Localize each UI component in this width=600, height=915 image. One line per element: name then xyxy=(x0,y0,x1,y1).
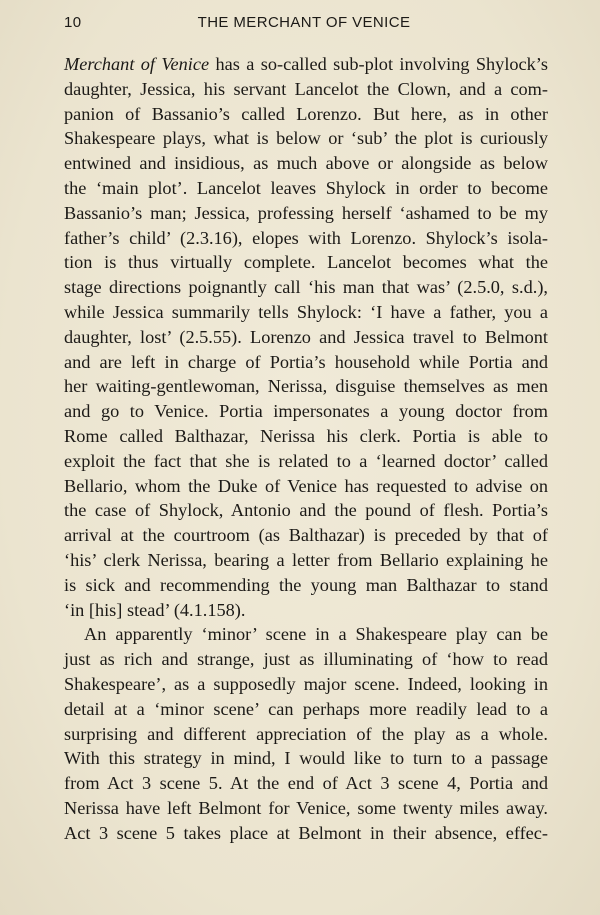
running-title: THE MERCHANT OF VENICE xyxy=(197,14,411,31)
running-head xyxy=(64,14,544,38)
text-line: Nerissa have left Belmont for Venice, some twenty miles away. xyxy=(64,797,548,818)
text-line: Bassanio’s man; Jessica, professing herself ‘ashamed to be my xyxy=(64,202,548,223)
text-line: the case of Shylock, Antonio and the pound of flesh. Portia’s xyxy=(64,500,548,521)
text-line: detail at a ‘minor scene’ can perhaps more readily lead to a xyxy=(64,698,548,719)
text-line: entwined and insidious, as much above or alongside as below xyxy=(64,153,548,174)
text-line: Bellario, whom the Duke of Venice has requested to advise on xyxy=(64,475,548,496)
text-line: Act 3 scene 5 takes place at Belmont in their absence, effec- xyxy=(64,822,548,843)
text-line: ‘his’ clerk Nerissa, bearing a letter from Bellario explaining he xyxy=(64,549,548,570)
text-line: Shakespeare plays, what is below or ‘sub’ the plot is curiously xyxy=(64,128,548,149)
text-line: and are left in charge of Portia’s household while Portia and xyxy=(64,351,548,372)
text-line: is sick and recommending the young man Balthazar to stand xyxy=(64,574,548,595)
book-title-italic: Merchant of Venice xyxy=(64,54,210,74)
text-line: father’s child’ (2.3.16), elopes with Lorenzo. Shylock’s isola- xyxy=(64,227,548,248)
text-line: With this strategy in mind, I would like to turn to a passage xyxy=(64,748,548,769)
text-line: Merchant of Venice has a so-called sub-plot involving Shylock’s xyxy=(64,54,548,74)
text-line: stage directions poignantly call ‘his man that was’ (2.5.0, s.d.), xyxy=(64,277,548,298)
text-line: just as rich and strange, just as illuminating of ‘how to read xyxy=(64,649,548,670)
text-line: Rome called Balthazar, Nerissa his clerk. Portia is able to xyxy=(64,425,548,446)
text-line: the ‘main plot’. Lancelot leaves Shylock in order to become xyxy=(64,177,548,198)
text-line: ‘in [his] stead’ (4.1.158). xyxy=(64,599,246,620)
text-line: and go to Venice. Portia impersonates a young doctor from xyxy=(64,401,548,422)
text-line: from Act 3 scene 5. At the end of Act 3 scene 4, Portia and xyxy=(64,773,548,794)
text-line: tion is thus virtually complete. Lancelot becomes what the xyxy=(64,252,548,273)
body-text xyxy=(64,52,548,846)
text-line: her waiting-gentlewoman, Nerissa, disguise themselves as men xyxy=(64,376,548,397)
paragraph-2 xyxy=(64,622,548,845)
text-line: daughter, lost’ (2.5.55). Lorenzo and Jessica travel to Belmont xyxy=(64,326,548,347)
text-line: while Jessica summarily tells Shylock: ‘I have a father, you a xyxy=(64,301,548,322)
paragraph-1 xyxy=(64,52,548,622)
text-line: arrival at the courtroom (as Balthazar) is preceded by that of xyxy=(64,525,548,546)
text-line: panion of Bassanio’s called Lorenzo. But here, as in other xyxy=(64,103,548,124)
text-line: An apparently ‘minor’ scene in a Shakespeare play can be xyxy=(84,624,548,645)
text-line: Shakespeare’, as a supposedly major scene. Indeed, looking in xyxy=(64,673,548,694)
text-line: exploit the fact that she is related to a ‘learned doctor’ called xyxy=(64,450,548,471)
text-line: daughter, Jessica, his servant Lancelot the Clown, and a com- xyxy=(64,78,548,99)
text-line: surprising and different appreciation of the play as a whole. xyxy=(64,723,548,744)
page-number: 10 xyxy=(64,14,82,31)
